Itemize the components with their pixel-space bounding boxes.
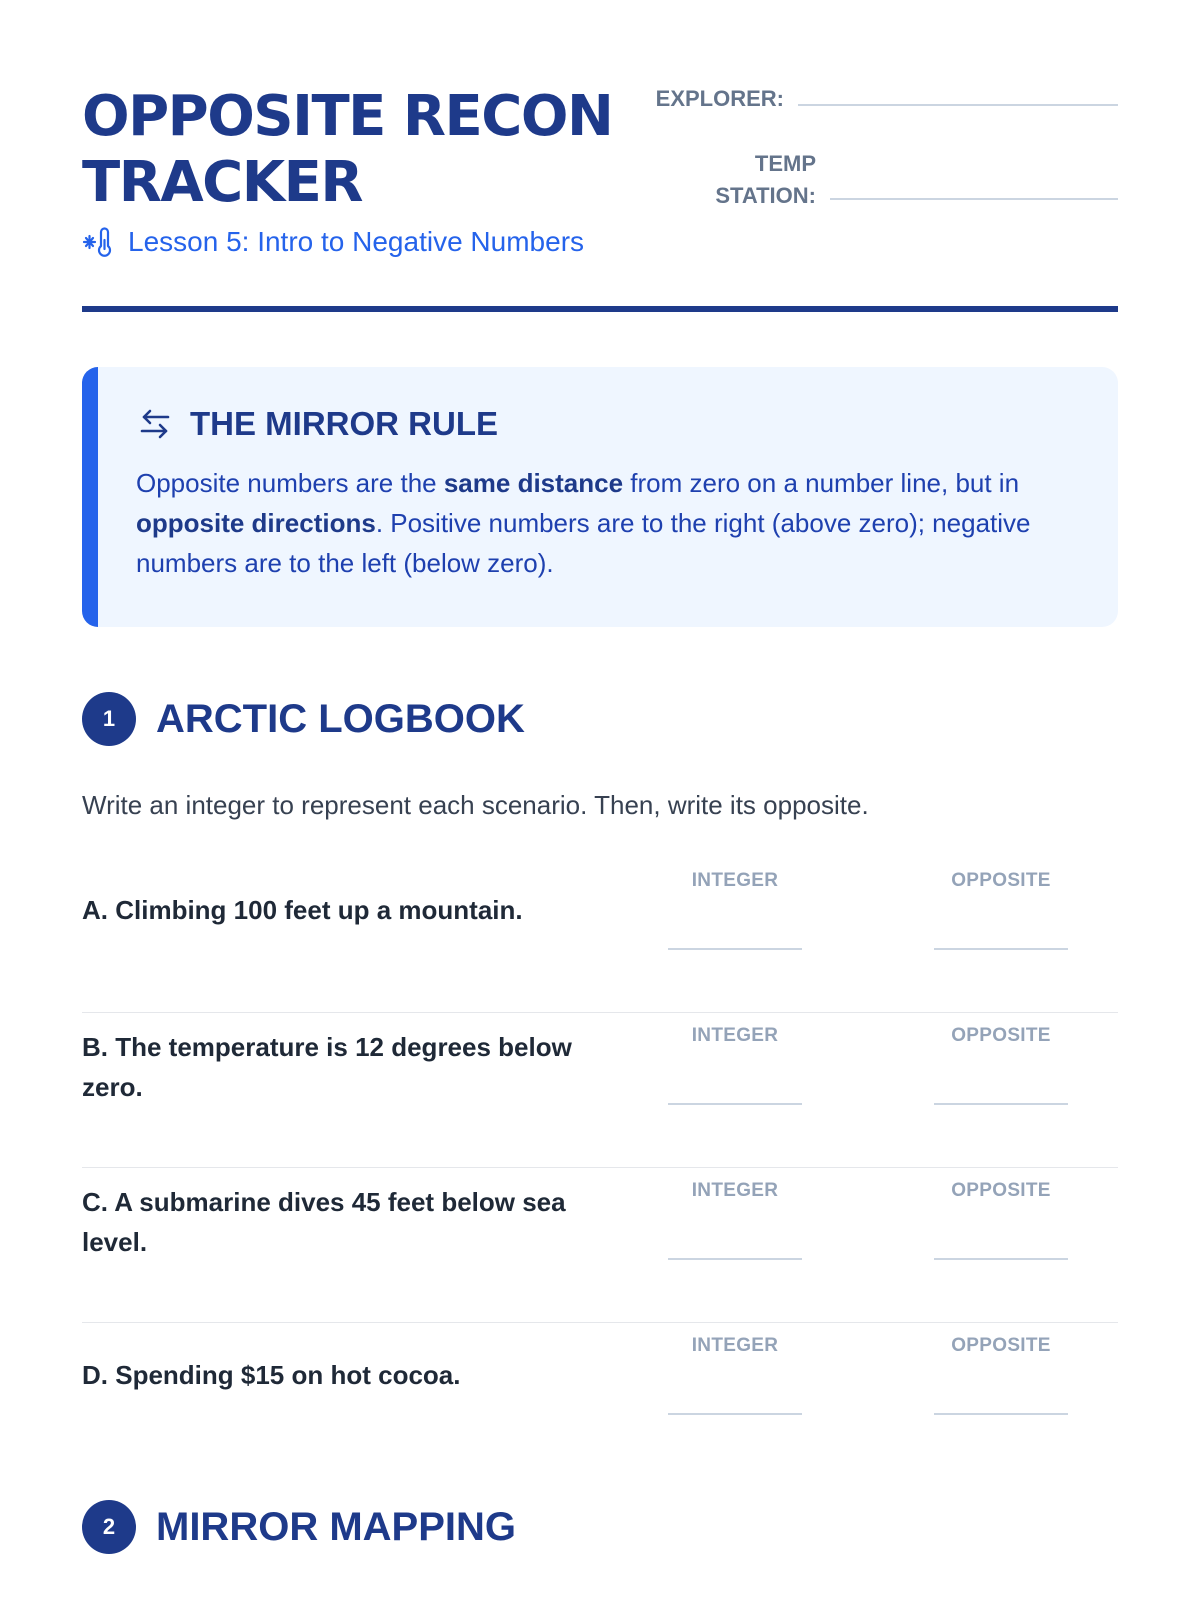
integer-blank[interactable] bbox=[668, 1258, 802, 1260]
problem-row bbox=[82, 1323, 1118, 1478]
mirror-rule-callout bbox=[82, 367, 1118, 627]
header-divider bbox=[82, 306, 1118, 312]
integer-answer[interactable] bbox=[668, 1335, 802, 1415]
section-number-badge: 1 bbox=[82, 692, 136, 746]
section-number-badge: 2 bbox=[82, 1500, 136, 1554]
opposite-label: OPPOSITE bbox=[951, 1180, 1051, 1201]
thermometer-snowflake-icon bbox=[82, 226, 114, 258]
rule-emphasis: same distance bbox=[443, 468, 624, 498]
rule-text-part: from zero on a number line, but in bbox=[623, 468, 1020, 498]
problem-row bbox=[82, 858, 1118, 1013]
page-title: OPPOSITE RECON TRACKER bbox=[82, 84, 613, 215]
integer-blank[interactable] bbox=[668, 948, 802, 950]
integer-blank[interactable] bbox=[668, 1413, 802, 1415]
rule-text-part: Opposite numbers are the bbox=[136, 468, 444, 498]
integer-label: INTEGER bbox=[691, 1025, 779, 1046]
explorer-label: EXPLORER: bbox=[655, 86, 784, 111]
problem-text: D. Spending $15 on hot cocoa. bbox=[82, 1360, 461, 1390]
integer-label: INTEGER bbox=[691, 870, 779, 891]
problem-row bbox=[82, 1168, 1118, 1323]
temp-station-blank[interactable] bbox=[830, 198, 1118, 200]
integer-blank[interactable] bbox=[668, 1103, 802, 1105]
temp-station-field[interactable] bbox=[706, 148, 1118, 212]
mirror-rule-text bbox=[136, 463, 1078, 583]
arrows-left-right-icon bbox=[136, 405, 174, 443]
opposite-label: OPPOSITE bbox=[951, 870, 1051, 891]
opposite-answer[interactable] bbox=[934, 1025, 1068, 1105]
problem-text: B. The temperature is 12 degrees below zero. bbox=[82, 1032, 572, 1102]
integer-label: INTEGER bbox=[691, 1335, 779, 1356]
opposite-label: OPPOSITE bbox=[951, 1335, 1051, 1356]
mirror-rule-title: THE MIRROR RULE bbox=[190, 405, 498, 442]
opposite-blank[interactable] bbox=[934, 1258, 1068, 1260]
integer-answer[interactable] bbox=[668, 1025, 802, 1105]
integer-answer[interactable] bbox=[668, 870, 802, 950]
rule-text-part: . Positive numbers are to the right (above zero); negative numbers are to the left (below zero). bbox=[136, 508, 1031, 578]
problem-list bbox=[82, 858, 1118, 1478]
explorer-blank[interactable] bbox=[798, 104, 1118, 106]
problem-text: C. A submarine dives 45 feet below sea level. bbox=[82, 1187, 566, 1257]
opposite-answer[interactable] bbox=[934, 870, 1068, 950]
opposite-answer[interactable] bbox=[934, 1335, 1068, 1415]
mirror-rule-heading bbox=[136, 405, 1078, 443]
explorer-field[interactable] bbox=[656, 86, 1118, 112]
integer-label: INTEGER bbox=[691, 1180, 779, 1201]
temp-station-label: TEMP STATION: bbox=[715, 151, 816, 208]
rule-emphasis: opposite directions bbox=[136, 508, 376, 538]
section-1-instructions: Write an integer to represent each scenario. Then, write its opposite. bbox=[82, 790, 869, 820]
section-title: MIRROR MAPPING bbox=[156, 1504, 516, 1549]
section-1-heading bbox=[82, 692, 525, 746]
section-2-heading bbox=[82, 1500, 516, 1554]
problem-text: A. Climbing 100 feet up a mountain. bbox=[82, 895, 523, 925]
integer-answer[interactable] bbox=[668, 1180, 802, 1260]
opposite-answer[interactable] bbox=[934, 1180, 1068, 1260]
opposite-blank[interactable] bbox=[934, 948, 1068, 950]
header bbox=[82, 0, 1118, 316]
opposite-blank[interactable] bbox=[934, 1413, 1068, 1415]
lesson-subtitle bbox=[82, 226, 584, 258]
lesson-subtitle-text: Lesson 5: Intro to Negative Numbers bbox=[128, 226, 585, 257]
problem-row bbox=[82, 1013, 1118, 1168]
opposite-label: OPPOSITE bbox=[951, 1025, 1051, 1046]
opposite-blank[interactable] bbox=[934, 1103, 1068, 1105]
section-title: ARCTIC LOGBOOK bbox=[156, 696, 525, 741]
